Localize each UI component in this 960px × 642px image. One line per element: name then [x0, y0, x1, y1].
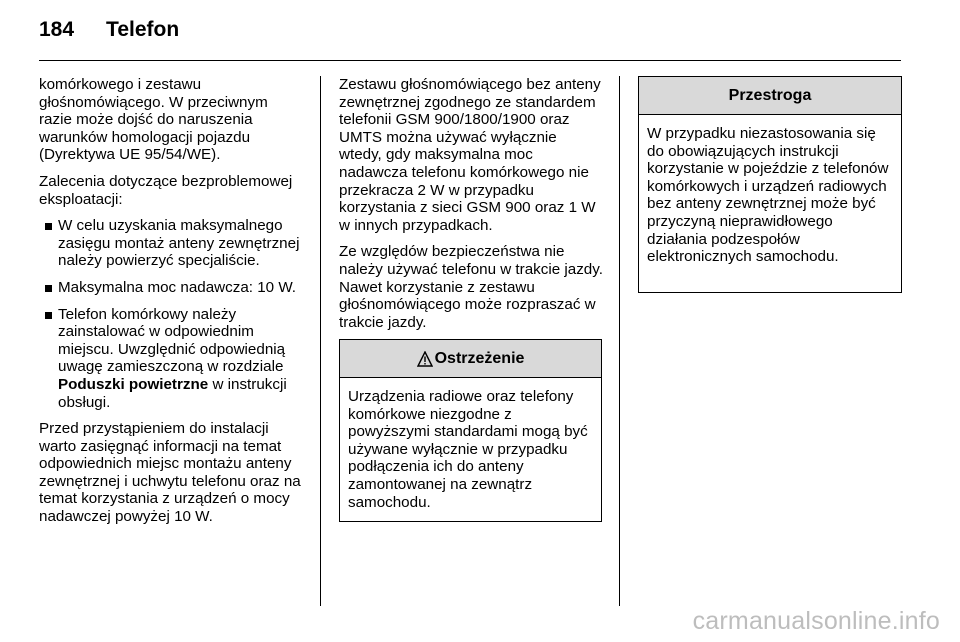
list-item-text: Maksymalna moc nadawcza: 10 W. — [58, 278, 297, 296]
paragraph: Przed przystąpieniem do instalacji warto zasięgnąć informacji na temat odpowiednich miejsc montażu anteny zewnętrznej i uchwytu telefonu oraz na temat korzystania z urządzeń o mocy nadawczej powyżej 10 W. — [39, 420, 301, 526]
list-item-text-after: w instrukcji obsługi. — [58, 375, 287, 411]
bullet-square-icon — [45, 285, 52, 292]
bullet-square-icon — [45, 223, 52, 230]
list-item — [39, 306, 301, 412]
paragraph: Ze względów bezpieczeństwa nie należy używać telefonu w trakcie jazdy. Nawet korzystanie z zestawu głośnomówiącego może rozpraszać w trakcie jazdy. — [339, 243, 603, 331]
column-divider — [320, 76, 321, 606]
caution-header — [639, 77, 901, 115]
list-item — [39, 279, 301, 297]
caution-box — [638, 76, 902, 293]
warning-header — [340, 340, 601, 378]
paragraph: Zestawu głośnomówiącego bez anteny zewnętrznej zgodnego ze standardem telefonii GSM 900/1800/1900 oraz UMTS można używać wyłącznie wtedy, gdy maksymalna moc nadawcza telefonu komórkowego nie przekracza 2 W w przypadku korzystania z sieci GSM 900 oraz 1 W w innych przypadkach. — [339, 76, 601, 234]
watermark: carmanualsonline.info — [692, 607, 940, 635]
list-item-text: W celu uzyskania maksymalnego zasięgu montaż anteny zewnętrznej należy powierzyć specjaliście. — [58, 217, 300, 270]
paragraph: Zalecenia dotyczące bezproblemowej eksploatacji: — [39, 172, 293, 208]
list-item — [39, 217, 301, 270]
warning-box — [339, 339, 602, 522]
column-middle — [339, 76, 603, 340]
paragraph: komórkowego i zestawu głośnomówiącego. W przeciwnym razie może dojść do naruszenia warunków homologacji pojazdu (Dyrektywa UE 95/54/WE). — [39, 76, 268, 164]
list-item-text-before: Telefon komórkowy należy zainstalować w odpowiednim miejscu. Uwzględnić odpowiednią uwagę zamieszczoną w rozdziale — [58, 305, 286, 376]
warning-triangle-icon — [417, 351, 433, 367]
page-header — [39, 18, 179, 48]
caution-title: Przestroga — [728, 86, 812, 104]
cross-reference: Poduszki powietrzne — [58, 375, 209, 393]
column-left — [39, 76, 301, 535]
page-number: 184 — [39, 18, 75, 41]
bullet-square-icon — [45, 312, 52, 319]
warning-text: Urządzenia radiowe oraz telefony komórkowe niezgodne z powyższymi standardami mogą być używane wyłącznie w przypadku podłączenia ich do anteny zamontowanej na zewnątrz samochodu. — [348, 388, 588, 511]
warning-title: Ostrzeżenie — [434, 349, 525, 367]
page-title: Telefon — [106, 18, 180, 41]
header-rule — [39, 60, 901, 61]
column-divider — [619, 76, 620, 606]
caution-text: W przypadku niezastosowania się do obowiązujących instrukcji korzystanie w pojeździe z telefonów komórkowych i urządzeń radiowych bez anteny zewnętrznej może być przyczyną nieprawidłowego działania podzespołów elektronicznych samochodu. — [647, 125, 889, 266]
